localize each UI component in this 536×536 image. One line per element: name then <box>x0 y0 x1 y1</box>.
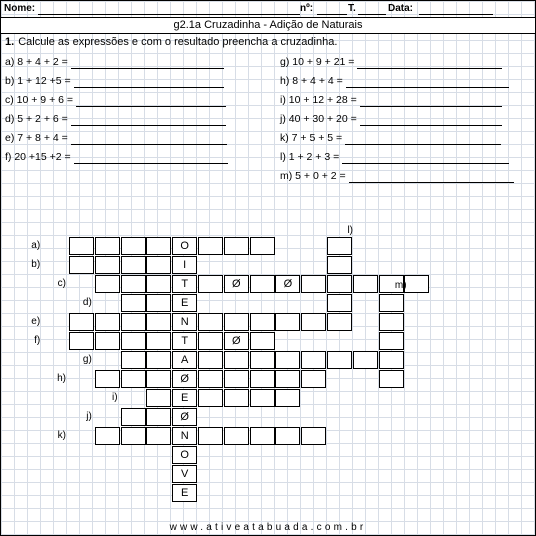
crossword-cell[interactable] <box>275 389 300 407</box>
crossword-cell[interactable] <box>146 408 171 426</box>
crossword-cell[interactable] <box>121 332 146 350</box>
vertical-word-cell[interactable]: T <box>172 275 197 293</box>
crossword-cell[interactable] <box>69 256 94 274</box>
crossword-cell[interactable] <box>353 275 378 293</box>
crossword-cell[interactable] <box>224 313 249 331</box>
crossword-cell[interactable] <box>301 351 326 369</box>
vertical-word-cell[interactable]: I <box>172 256 197 274</box>
expression-g: g) 10 + 9 + 21 = <box>280 55 502 69</box>
crossword-cell[interactable] <box>95 332 120 350</box>
crossword-cell[interactable] <box>95 237 120 255</box>
crossword-cell[interactable] <box>224 427 249 445</box>
row-label: g) <box>82 354 92 365</box>
answer-line-f[interactable] <box>74 152 228 164</box>
crossword-cell[interactable] <box>95 427 120 445</box>
crossword-cell[interactable] <box>224 370 249 388</box>
crossword-cell[interactable] <box>404 275 429 293</box>
footer-url: www.ativeatabuada.com.br <box>169 522 367 533</box>
crossword-cell[interactable] <box>121 275 146 293</box>
expression-m: m) 5 + 0 + 2 = <box>280 169 514 183</box>
crossword-cell[interactable] <box>275 427 300 445</box>
vertical-word-cell[interactable]: E <box>172 389 197 407</box>
crossword-cell[interactable] <box>121 408 146 426</box>
expression-c: c) 10 + 9 + 6 = <box>5 93 226 107</box>
date-field[interactable] <box>419 14 493 15</box>
crossword-cell[interactable] <box>95 275 120 293</box>
crossword-cell[interactable] <box>301 370 326 388</box>
crossword-cell[interactable] <box>146 256 171 274</box>
crossword-cell[interactable] <box>198 389 223 407</box>
prefilled-cell[interactable]: Ø <box>224 332 249 350</box>
vertical-word-cell[interactable]: A <box>172 351 197 369</box>
crossword-cell[interactable] <box>301 427 326 445</box>
answer-line-e[interactable] <box>71 133 227 145</box>
row-label: h) <box>57 373 66 384</box>
expression-l: l) 1 + 2 + 3 = <box>280 150 509 164</box>
crossword-cell[interactable] <box>121 370 146 388</box>
header <box>4 3 532 16</box>
crossword-cell[interactable] <box>327 313 352 331</box>
crossword-cell[interactable] <box>250 351 275 369</box>
expression-a: a) 8 + 4 + 2 = <box>5 55 224 69</box>
crossword-cell[interactable] <box>121 256 146 274</box>
row-label: j) <box>86 411 92 422</box>
prefilled-cell[interactable]: Ø <box>275 275 300 293</box>
crossword-cell[interactable] <box>379 294 404 312</box>
crossword-cell[interactable] <box>121 294 146 312</box>
row-label: d) <box>82 297 92 308</box>
crossword-cell[interactable] <box>121 237 146 255</box>
instruction <box>5 36 337 48</box>
crossword-cell[interactable] <box>224 351 249 369</box>
date-label: Data: <box>388 3 414 14</box>
vertical-word-cell[interactable]: Ø <box>172 370 197 388</box>
crossword-cell[interactable] <box>95 370 120 388</box>
crossword-cell[interactable] <box>69 332 94 350</box>
crossword-cell[interactable] <box>224 389 249 407</box>
crossword-cell[interactable] <box>250 389 275 407</box>
vertical-word-cell[interactable]: T <box>172 332 197 350</box>
crossword-cell[interactable] <box>146 370 171 388</box>
crossword-cell[interactable] <box>301 275 326 293</box>
answer-line-c[interactable] <box>76 95 226 107</box>
expression-j: j) 40 + 30 + 20 = <box>280 112 502 126</box>
crossword-cell[interactable] <box>353 351 378 369</box>
name-label: Nome: <box>4 3 36 14</box>
crossword-cell[interactable] <box>146 275 171 293</box>
crossword-cell[interactable] <box>198 275 223 293</box>
crossword-cell[interactable] <box>250 237 275 255</box>
page-title: g2.1a Cruzadinha - Adição de Naturais <box>1 17 535 34</box>
expression-h: h) 8 + 4 + 4 = <box>280 74 509 88</box>
vertical-word-cell[interactable]: E <box>172 294 197 312</box>
column-label-l: l) <box>347 225 353 236</box>
vertical-word-cell[interactable]: Ø <box>172 408 197 426</box>
class-field[interactable] <box>358 14 386 15</box>
row-label: b) <box>31 259 41 270</box>
vertical-word-cell[interactable]: E <box>172 484 197 502</box>
crossword-cell[interactable] <box>69 237 94 255</box>
row-label: a) <box>31 240 41 251</box>
answer-line-k[interactable] <box>345 133 501 145</box>
crossword-cell[interactable] <box>250 427 275 445</box>
crossword-cell[interactable] <box>327 256 352 274</box>
answer-line-d[interactable] <box>71 114 226 126</box>
expression-e: e) 7 + 8 + 4 = <box>5 131 227 145</box>
crossword-cell[interactable] <box>121 351 146 369</box>
crossword-cell[interactable] <box>146 294 171 312</box>
crossword-cell[interactable] <box>198 332 223 350</box>
row-label: f) <box>34 335 41 346</box>
vertical-word-cell[interactable]: O <box>172 446 197 464</box>
answer-line-l[interactable] <box>342 152 509 164</box>
crossword-cell[interactable] <box>327 351 352 369</box>
answer-line-a[interactable] <box>71 57 224 69</box>
expression-d: d) 5 + 2 + 6 = <box>5 112 226 126</box>
vertical-word-cell[interactable]: O <box>172 237 197 255</box>
instruction-text: Calcule as expressões e com o resultado preencha a cruzadinha. <box>18 36 338 48</box>
answer-line-g[interactable] <box>357 57 502 69</box>
crossword-cell[interactable] <box>198 237 223 255</box>
crossword-cell[interactable] <box>69 313 94 331</box>
crossword-cell[interactable] <box>146 332 171 350</box>
crossword-cell[interactable] <box>379 332 404 350</box>
crossword-cell[interactable] <box>95 256 120 274</box>
crossword-cell[interactable] <box>275 313 300 331</box>
crossword-cell[interactable] <box>224 237 249 255</box>
answer-line-h[interactable] <box>346 76 509 88</box>
vertical-word-cell[interactable]: V <box>172 465 197 483</box>
crossword-cell[interactable] <box>275 351 300 369</box>
number-field[interactable] <box>317 14 347 15</box>
crossword-cell[interactable] <box>121 427 146 445</box>
expression-k: k) 7 + 5 + 5 = <box>280 131 501 145</box>
expression-i: i) 10 + 12 + 28 = <box>280 93 502 107</box>
crossword-cell[interactable] <box>121 313 146 331</box>
answer-line-j[interactable] <box>360 114 502 126</box>
row-label: c) <box>57 278 66 289</box>
expression-b: b) 1 + 12 +5 = <box>5 74 224 88</box>
crossword-cell[interactable] <box>198 313 223 331</box>
crossword-cell[interactable] <box>198 370 223 388</box>
crossword-cell[interactable] <box>250 332 275 350</box>
crossword-cell[interactable] <box>379 313 404 331</box>
answer-line-b[interactable] <box>74 76 224 88</box>
vertical-word-cell[interactable]: N <box>172 313 197 331</box>
class-label: T. <box>348 3 356 14</box>
crossword-cell[interactable] <box>379 351 404 369</box>
crossword-cell[interactable] <box>327 275 352 293</box>
instruction-number: 1. <box>5 36 15 48</box>
row-label: k) <box>57 430 66 441</box>
crossword-cell[interactable] <box>146 427 171 445</box>
crossword-cell[interactable] <box>198 427 223 445</box>
prefilled-cell[interactable]: Ø <box>224 275 249 293</box>
row-label: e) <box>31 316 41 327</box>
crossword-cell[interactable] <box>146 237 171 255</box>
crossword-cell[interactable] <box>250 370 275 388</box>
crossword-cell[interactable] <box>146 313 171 331</box>
crossword-cell[interactable] <box>379 370 404 388</box>
crossword-cell[interactable] <box>250 313 275 331</box>
expression-f: f) 20 +15 +2 = <box>5 150 228 164</box>
row-label: i) <box>112 392 118 403</box>
crossword-cell[interactable] <box>250 275 275 293</box>
crossword-cell[interactable] <box>95 313 120 331</box>
answer-line-i[interactable] <box>360 95 502 107</box>
name-field[interactable] <box>38 14 300 15</box>
crossword-cell[interactable] <box>301 313 326 331</box>
crossword-cell[interactable] <box>146 389 171 407</box>
vertical-word-cell[interactable]: N <box>172 427 197 445</box>
crossword-cell[interactable] <box>327 294 352 312</box>
answer-line-m[interactable] <box>349 171 514 183</box>
column-label-m: m) <box>394 280 407 291</box>
crossword-cell[interactable] <box>275 370 300 388</box>
crossword-cell[interactable] <box>198 351 223 369</box>
crossword-cell[interactable] <box>146 351 171 369</box>
number-label: nº: <box>300 3 314 14</box>
